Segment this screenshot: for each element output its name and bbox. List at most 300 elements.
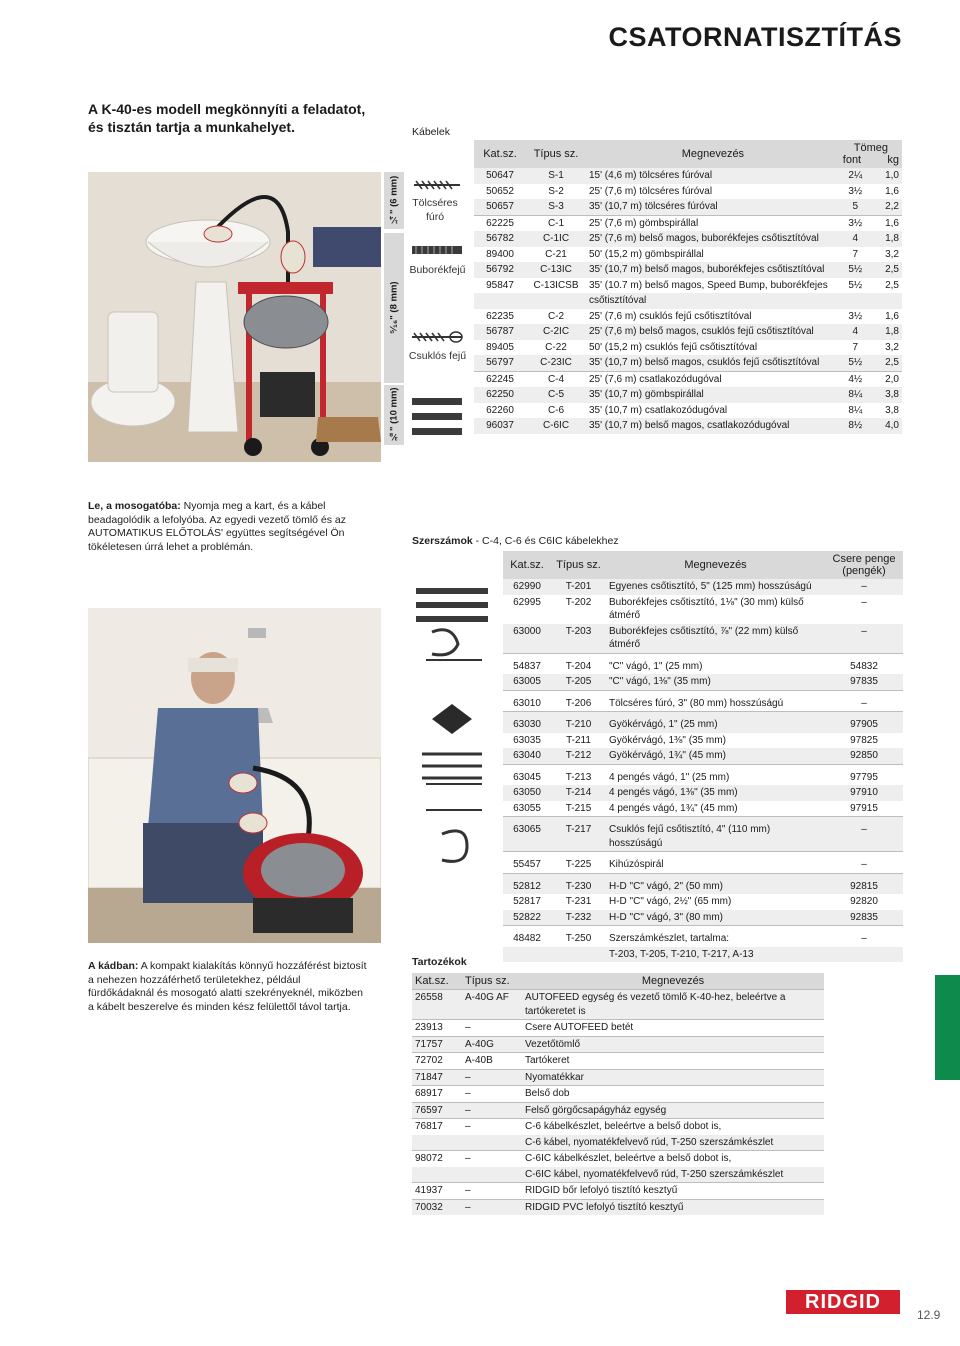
sink-photo	[88, 172, 381, 462]
cables-table-body	[474, 168, 902, 434]
accessory-name: Tartókeret	[522, 1053, 824, 1070]
tools-col-cat: Kat.sz.	[503, 551, 551, 579]
tool-cat: 52817	[503, 894, 551, 910]
cable-type: C-21	[526, 247, 586, 263]
accessory-type	[462, 1135, 522, 1151]
tool-blade: –	[825, 852, 903, 874]
cable-type: C-2IC	[526, 324, 586, 340]
group-label-funnel-2: fúró	[425, 211, 445, 223]
tools-table	[503, 551, 903, 962]
tool-cat: 52812	[503, 873, 551, 894]
cable-lb: 3½	[840, 215, 871, 231]
tool-row	[503, 817, 903, 852]
tool-row	[503, 910, 903, 926]
size-label-five16: ⁵⁄₁₆" (8 mm)	[384, 233, 404, 383]
cable-lb	[840, 293, 871, 309]
cable-cat: 62260	[474, 403, 526, 419]
cable-lb: 7	[840, 247, 871, 263]
accessory-cat	[412, 1167, 462, 1183]
tool-row	[503, 624, 903, 654]
tool-type: T-212	[551, 748, 606, 764]
accessory-name: RIDGID PVC lefolyó tisztító kesztyű	[522, 1199, 824, 1215]
tool-blade: –	[825, 624, 903, 654]
cable-lb: 5½	[840, 355, 871, 371]
accessories-section-label: Tartozékok	[412, 956, 467, 968]
accessory-cat: 70032	[412, 1199, 462, 1215]
tool-blade: 92850	[825, 748, 903, 764]
cable-type: C-2	[526, 309, 586, 325]
acc-col-type: Típus sz.	[462, 973, 522, 990]
cable-row	[474, 403, 902, 419]
cable-cat: 89405	[474, 340, 526, 356]
tool-name: "C" vágó, 1" (25 mm)	[606, 653, 825, 674]
cable-name: 35' (10,7 m) belső magos, csatlakozódugóval	[586, 418, 840, 434]
cable-row	[474, 418, 902, 434]
group-label-funnel-1: Tölcséres	[412, 197, 458, 209]
tool-cat: 63035	[503, 733, 551, 749]
tool-row	[503, 852, 903, 874]
cable-row	[474, 168, 902, 184]
tool-cat: 54837	[503, 653, 551, 674]
tool-row	[503, 801, 903, 817]
drop-head-auger-icon	[410, 330, 465, 344]
accessory-type: –	[462, 1119, 522, 1135]
cable-kg: 2,5	[871, 262, 902, 278]
tools-table-body	[503, 579, 903, 962]
tool-type: T-225	[551, 852, 606, 874]
accessories-table-body	[412, 990, 824, 1216]
cable-cat: 56787	[474, 324, 526, 340]
cable-kg: 4,0	[871, 418, 902, 434]
tool-type: T-211	[551, 733, 606, 749]
tool-cat	[503, 947, 551, 963]
cable-row	[474, 262, 902, 278]
tool-blade: 97905	[825, 712, 903, 733]
group-label-drop: Csuklós fejű	[408, 350, 467, 362]
cable-name: 25' (7,6 m) gömbspirállal	[586, 215, 840, 231]
accessory-cat	[412, 1135, 462, 1151]
tub-caption	[88, 960, 368, 1014]
bathtub-illustration	[88, 608, 381, 943]
cable-kg: 3,8	[871, 387, 902, 403]
cable-name: 35' (10,7 m) belső magos, csuklós fejű csőtisztítóval	[586, 355, 840, 371]
page-number: 12.9	[917, 1308, 941, 1322]
tool-cat: 48482	[503, 926, 551, 947]
accessory-row	[412, 1086, 824, 1103]
cable-type: C-13ICSB	[526, 278, 586, 294]
accessory-type	[462, 1167, 522, 1183]
accessory-cat: 76817	[412, 1119, 462, 1135]
cable-row	[474, 340, 902, 356]
tool-blade: 97825	[825, 733, 903, 749]
accessory-name: Csere AUTOFEED betét	[522, 1020, 824, 1037]
tool-name: "C" vágó, 1⅜" (35 mm)	[606, 674, 825, 690]
tool-cat: 52822	[503, 910, 551, 926]
accessories-table	[412, 973, 824, 1215]
accessory-row	[412, 1036, 824, 1053]
tool-row	[503, 947, 903, 963]
tool-row	[503, 873, 903, 894]
cable-lb: 4	[840, 231, 871, 247]
accessory-name: C-6IC kábelkészlet, beleértve a belső dobot is,	[522, 1151, 824, 1167]
cable-name: 25' (7,6 m) belső magos, buborékfejes csőtisztítóval	[586, 231, 840, 247]
cable-name: 35' (10,7 m) gömbspirállal	[586, 387, 840, 403]
cable-name: 25' (7,6 m) csatlakozódugóval	[586, 371, 840, 387]
tool-type: T-206	[551, 690, 606, 712]
accessory-type: –	[462, 1183, 522, 1200]
tool-blade: 97915	[825, 801, 903, 817]
tool-cat: 63005	[503, 674, 551, 690]
tool-name: Buborékfejes csőtisztító, 1⅛" (30 mm) külső átmérő	[606, 595, 825, 624]
group-label-bulb: Buborékfejű	[409, 264, 466, 276]
tool-blade: –	[825, 579, 903, 595]
cable-row	[474, 355, 902, 371]
tool-blade	[825, 947, 903, 963]
cable-lb: 8¼	[840, 387, 871, 403]
cable-type: S-2	[526, 184, 586, 200]
tools-col-blade-2: (pengék)	[842, 565, 886, 577]
col-lb: font	[842, 154, 862, 166]
intro-title: A K-40-es modell megkönnyíti a feladatot, és tisztán tartja a munkahelyet.	[88, 101, 366, 135]
section-tab	[935, 975, 960, 1080]
tool-type: T-205	[551, 674, 606, 690]
tool-blade: 54832	[825, 653, 903, 674]
tool-cat: 63050	[503, 785, 551, 801]
tool-blade: –	[825, 926, 903, 947]
accessory-row	[412, 1167, 824, 1183]
cable-row	[474, 387, 902, 403]
cable-lb: 4	[840, 324, 871, 340]
tool-type	[551, 947, 606, 963]
cable-type: C-13IC	[526, 262, 586, 278]
cable-cat: 62250	[474, 387, 526, 403]
accessory-name: C-6 kábelkészlet, beleértve a belső dobot is,	[522, 1119, 824, 1135]
tool-cat: 63055	[503, 801, 551, 817]
cable-name: 25' (7,6 m) tölcséres fúróval	[586, 184, 840, 200]
accessory-name: C-6 kábel, nyomatékfelvevő rúd, T-250 szerszámkészlet	[522, 1135, 824, 1151]
sink-caption-text: Nyomja meg a kart, és a kábel beadagolódik a lefolyóba. Az egyedi vezető tömlő és az AUTOMATIKUS ELŐTOLÁS' együttes segítségével Ön tökéletesen úrrá lehet a problémán.	[88, 500, 347, 553]
cable-type: C-5	[526, 387, 586, 403]
cables-table	[474, 140, 902, 434]
cable-lb: 2¼	[840, 168, 871, 184]
tool-row	[503, 733, 903, 749]
cable-type: S-1	[526, 168, 586, 184]
cable-type: S-3	[526, 199, 586, 215]
accessory-name: Felső görgőcsapágyház egység	[522, 1102, 824, 1119]
cable-cat: 56797	[474, 355, 526, 371]
accessory-cat: 68917	[412, 1086, 462, 1103]
accessory-cat: 72702	[412, 1053, 462, 1070]
cable-lb: 3½	[840, 184, 871, 200]
col-type: Típus sz.	[526, 140, 586, 168]
cable-type: C-1IC	[526, 231, 586, 247]
acc-col-cat: Kat.sz.	[412, 973, 462, 990]
cable-cat: 62235	[474, 309, 526, 325]
cable-cat: 96037	[474, 418, 526, 434]
cable-type: C-22	[526, 340, 586, 356]
sink-caption	[88, 500, 368, 554]
cable-type: C-6	[526, 403, 586, 419]
accessory-type: A-40G	[462, 1036, 522, 1053]
cable-kg	[871, 293, 902, 309]
cable-cat: 62225	[474, 215, 526, 231]
col-kg: kg	[887, 154, 899, 166]
cable-name: 35' (10,7 m) csatlakozódugóval	[586, 403, 840, 419]
tool-type: T-202	[551, 595, 606, 624]
tools-section-text: - C-4, C-6 és C6IC kábelekhez	[472, 535, 619, 547]
tool-row	[503, 579, 903, 595]
cable-name: 50' (15,2 m) csuklós fejű csőtisztítóval	[586, 340, 840, 356]
cable-row	[474, 184, 902, 200]
tool-cat: 55457	[503, 852, 551, 874]
tool-name: 4 pengés vágó, 1⅜" (35 mm)	[606, 785, 825, 801]
cable-lb: 5	[840, 199, 871, 215]
cables-section-label: Kábelek	[412, 126, 450, 138]
tool-cat: 63065	[503, 817, 551, 852]
cable-cat: 50647	[474, 168, 526, 184]
cable-lb: 7	[840, 340, 871, 356]
accessory-name: RIDGID bőr lefolyó tisztító kesztyű	[522, 1183, 824, 1200]
tool-blade: 97795	[825, 764, 903, 785]
bathtub-photo	[88, 608, 381, 943]
accessory-type: –	[462, 1069, 522, 1086]
tool-type: T-203	[551, 624, 606, 654]
cable-name: 25' (7,6 m) csuklós fejű csőtisztítóval	[586, 309, 840, 325]
tool-name: 4 pengés vágó, 1¾" (45 mm)	[606, 801, 825, 817]
accessory-name: Nyomatékkar	[522, 1069, 824, 1086]
tool-cat: 63000	[503, 624, 551, 654]
cable-cat: 50652	[474, 184, 526, 200]
tool-name: Egyenes csőtisztító, 5" (125 mm) hosszúságú	[606, 579, 825, 595]
tool-type: T-210	[551, 712, 606, 733]
cable-kg: 1,0	[871, 168, 902, 184]
cable-cat: 56792	[474, 262, 526, 278]
tool-name: Gyökérvágó, 1" (25 mm)	[606, 712, 825, 733]
cable-kg: 3,2	[871, 247, 902, 263]
c4-c6-head-icons	[410, 395, 465, 440]
tools-section-bold: Szerszámok	[412, 535, 473, 547]
col-weight-label: Tömeg	[853, 142, 888, 154]
accessory-cat: 41937	[412, 1183, 462, 1200]
accessory-name: Belső dob	[522, 1086, 824, 1103]
cable-kg: 3,2	[871, 340, 902, 356]
tool-blade: 97835	[825, 674, 903, 690]
cable-kg: 2,2	[871, 199, 902, 215]
tool-name: Kihúzóspirál	[606, 852, 825, 874]
tool-blade: –	[825, 817, 903, 852]
accessory-row	[412, 1069, 824, 1086]
accessory-cat: 98072	[412, 1151, 462, 1167]
accessory-type: –	[462, 1020, 522, 1037]
tool-name: Csuklós fejű csőtisztító, 4" (110 mm) hosszúságú	[606, 817, 825, 852]
accessory-cat: 71757	[412, 1036, 462, 1053]
accessory-name: C-6IC kábel, nyomatékfelvevő rúd, T-250 szerszámkészlet	[522, 1167, 824, 1183]
page-title: CSATORNATISZTÍTÁS	[608, 22, 902, 52]
tool-row	[503, 785, 903, 801]
accessory-type: –	[462, 1102, 522, 1119]
tool-type: T-201	[551, 579, 606, 595]
accessory-type: A-40G AF	[462, 990, 522, 1020]
tool-cat: 63045	[503, 764, 551, 785]
funnel-auger-icon	[412, 178, 462, 192]
cable-type: C-6IC	[526, 418, 586, 434]
cable-name: 35' (10,7 m) belső magos, buborékfejes csőtisztítóval	[586, 262, 840, 278]
cable-kg: 2,5	[871, 355, 902, 371]
tool-blade: 92820	[825, 894, 903, 910]
cable-lb: 3½	[840, 309, 871, 325]
cable-kg: 1,8	[871, 231, 902, 247]
cable-cat	[474, 293, 526, 309]
col-name: Megnevezés	[586, 140, 840, 168]
cable-row	[474, 324, 902, 340]
tool-type: T-213	[551, 764, 606, 785]
tool-type: T-217	[551, 817, 606, 852]
accessory-row	[412, 1119, 824, 1135]
tools-col-type: Típus sz.	[551, 551, 606, 579]
tool-row	[503, 748, 903, 764]
tool-row	[503, 894, 903, 910]
accessory-type: –	[462, 1199, 522, 1215]
accessory-row	[412, 990, 824, 1020]
cable-row	[474, 215, 902, 231]
tool-type: T-250	[551, 926, 606, 947]
cable-lb: 4½	[840, 371, 871, 387]
tool-type: T-230	[551, 873, 606, 894]
col-cat: Kat.sz.	[474, 140, 526, 168]
tool-cat: 63040	[503, 748, 551, 764]
tool-type: T-215	[551, 801, 606, 817]
cable-name: 15' (4,6 m) tölcséres fúróval	[586, 168, 840, 184]
size-label-quarter: ¼" (6 mm)	[384, 172, 404, 229]
tool-type: T-231	[551, 894, 606, 910]
accessory-cat: 76597	[412, 1102, 462, 1119]
tool-name: Tölcséres fúró, 3" (80 mm) hosszúságú	[606, 690, 825, 712]
tool-name: Gyökérvágó, 1¾" (45 mm)	[606, 748, 825, 764]
cable-cat: 50657	[474, 199, 526, 215]
cable-name: csőtisztítóval	[586, 293, 840, 309]
cable-type: C-1	[526, 215, 586, 231]
tool-row	[503, 690, 903, 712]
accessory-name: Vezetőtömlő	[522, 1036, 824, 1053]
tool-blade: –	[825, 690, 903, 712]
cable-cat: 62245	[474, 371, 526, 387]
tool-row	[503, 712, 903, 733]
tub-caption-bold: A kádban:	[88, 960, 139, 972]
tools-col-blade	[825, 551, 903, 579]
tool-type: T-232	[551, 910, 606, 926]
accessory-row	[412, 1053, 824, 1070]
tool-blade: –	[825, 595, 903, 624]
tool-name: Gyökérvágó, 1⅜" (35 mm)	[606, 733, 825, 749]
cable-row	[474, 371, 902, 387]
tools-section-label	[412, 535, 619, 547]
tool-name: H-D "C" vágó, 2½" (65 mm)	[606, 894, 825, 910]
tool-row	[503, 653, 903, 674]
cable-name: 50' (15,2 m) gömbspirállal	[586, 247, 840, 263]
cable-lb: 5½	[840, 278, 871, 294]
tool-cat: 63030	[503, 712, 551, 733]
tool-row	[503, 764, 903, 785]
cable-kg: 1,6	[871, 184, 902, 200]
tool-cat: 62990	[503, 579, 551, 595]
bulb-auger-icon	[410, 244, 465, 256]
size-label-three8: ⅜" (10 mm)	[384, 385, 404, 445]
cable-kg: 2,5	[871, 278, 902, 294]
cable-kg: 1,6	[871, 309, 902, 325]
tool-name: Buborékfejes csőtisztító, ⅞" (22 mm) külső átmérő	[606, 624, 825, 654]
accessory-cat: 71847	[412, 1069, 462, 1086]
tub-caption-text: A kompakt kialakítás könnyű hozzáférést biztosít a nehezen hozzáférhető területekhez, például fürdőkádaknál és mosogató alatti szekrényeknél, miközben a kábelt beszerelve és minden kész felülettől távol tartja.	[88, 960, 367, 1013]
tool-name: H-D "C" vágó, 3" (80 mm)	[606, 910, 825, 926]
cable-name: 25' (7,6 m) belső magos, csuklós fejű csőtisztítóval	[586, 324, 840, 340]
tool-heads-icons	[412, 584, 497, 884]
tool-name: 4 pengés vágó, 1" (25 mm)	[606, 764, 825, 785]
accessory-row	[412, 1102, 824, 1119]
accessory-row	[412, 1151, 824, 1167]
tool-name: H-D "C" vágó, 2" (50 mm)	[606, 873, 825, 894]
cable-type: C-4	[526, 371, 586, 387]
tool-blade: 92835	[825, 910, 903, 926]
accessory-cat: 23913	[412, 1020, 462, 1037]
tool-row	[503, 674, 903, 690]
cable-type	[526, 293, 586, 309]
cable-name: 35' (10.7 m) belső magos, Speed Bump, buborékfejes	[586, 278, 840, 294]
accessory-row	[412, 1199, 824, 1215]
accessory-type: –	[462, 1151, 522, 1167]
tools-col-blade-1: Csere penge	[832, 553, 896, 565]
cable-row	[474, 293, 902, 309]
cable-lb: 8¼	[840, 403, 871, 419]
cable-row	[474, 199, 902, 215]
cable-row	[474, 231, 902, 247]
tool-name: T-203, T-205, T-210, T-217, A-13	[606, 947, 825, 963]
ridgid-logo-text: RIDGID	[805, 1290, 881, 1313]
accessory-type: A-40B	[462, 1053, 522, 1070]
tool-row	[503, 595, 903, 624]
tool-blade: 97910	[825, 785, 903, 801]
cable-lb: 5½	[840, 262, 871, 278]
tool-cat: 62995	[503, 595, 551, 624]
cable-kg: 2,0	[871, 371, 902, 387]
tool-cat: 63010	[503, 690, 551, 712]
tool-name: Szerszámkészlet, tartalma:	[606, 926, 825, 947]
sink-illustration	[88, 172, 381, 462]
accessory-type: –	[462, 1086, 522, 1103]
sink-caption-bold: Le, a mosogatóba:	[88, 500, 181, 512]
tool-type: T-204	[551, 653, 606, 674]
tool-type: T-214	[551, 785, 606, 801]
accessory-cat: 26558	[412, 990, 462, 1020]
cable-row	[474, 247, 902, 263]
accessory-row	[412, 1020, 824, 1037]
cable-cat: 95847	[474, 278, 526, 294]
cable-cat: 56782	[474, 231, 526, 247]
cable-name: 35' (10,7 m) tölcséres fúróval	[586, 199, 840, 215]
tool-blade: 92815	[825, 873, 903, 894]
accessory-name: AUTOFEED egység és vezető tömlő K-40-hez, beleértve a tartókeretet is	[522, 990, 824, 1020]
col-weight	[840, 140, 902, 168]
cable-type: C-23IC	[526, 355, 586, 371]
ridgid-logo	[786, 1290, 900, 1314]
cable-row	[474, 309, 902, 325]
acc-col-name: Megnevezés	[522, 973, 824, 990]
cable-kg: 1,8	[871, 324, 902, 340]
cable-kg: 1,6	[871, 215, 902, 231]
tool-row	[503, 926, 903, 947]
cable-cat: 89400	[474, 247, 526, 263]
accessory-row	[412, 1183, 824, 1200]
cable-kg: 3,8	[871, 403, 902, 419]
